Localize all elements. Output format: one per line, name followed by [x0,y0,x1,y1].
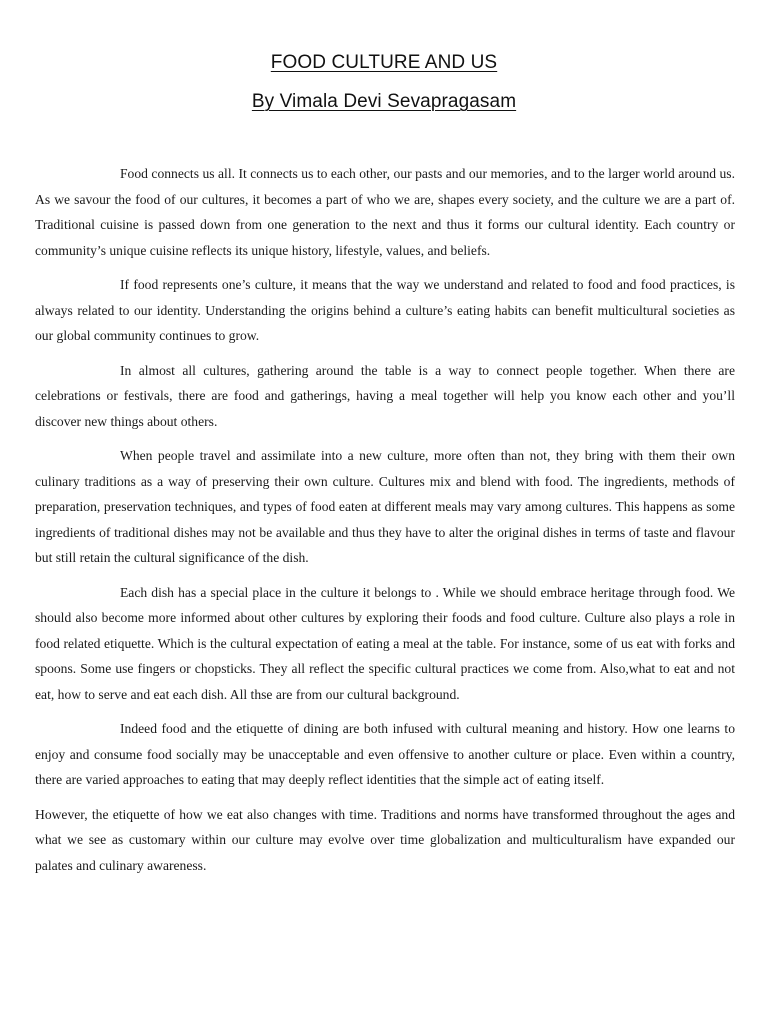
paragraph-6: Indeed food and the etiquette of dining are both infused with cultural meaning and history. How one learns to enjoy and consume food socially may be unacceptable and even offensive to another culture or place. Even within a country, there are varied approaches to eating that may deeply reflect identities that the simple act of eating itself. [35,721,735,787]
paragraph-5: Each dish has a special place in the culture it belongs to . While we should embrace heritage through food. We should also become more informed about other cultures by exploring their foods and food culture. Culture also plays a role in food related etiquette. Which is the cultural expectation of eating a meal at the table. For instance, some of us eat with forks and spoons. Some use fingers or chopsticks. They all reflect the specific cultural practices we come from. Also,what to eat and not eat, how to serve and eat each dish. All thse are from our cultural background. [35,584,735,702]
document-byline: By Vimala Devi Sevapragasam [251,91,517,112]
paragraph-3: In almost all cultures, gathering around the table is a way to connect people together. When there are celebrations or festivals, there are food and gatherings, having a meal together will help you know each other and you’ll discover new things about others. [35,362,735,429]
document-body [35,161,735,887]
paragraph-1: Food connects us all. It connects us to each other, our pasts and our memories, and to the larger world around us. As we savour the food of our cultures, it becomes a part of who we are, shapes every society, and the culture we are a part of. Traditional cuisine is passed down from one generation to the next and thus it forms our cultural identity. Each country or community’s unique cuisine reflects its unique history, lifestyle, values, and beliefs. [35,166,735,258]
paragraph-2: If food represents one’s culture, it means that the way we understand and related to food and food practices, is always related to our identity. Understanding the origins behind a culture’s eating habits can benefit multicultural societies as our global community continues to grow. [35,277,735,343]
paragraph-7: However, the etiquette of how we eat also changes with time. Traditions and norms have transformed throughout the ages and what we see as customary within our culture may evolve over time globalization and multiculturalism have expanded our palates and culinary awareness. [35,806,735,873]
paragraph-4: When people travel and assimilate into a new culture, more often than not, they bring with them their own culinary traditions as a way of preserving their own culture. Cultures mix and blend with food. The ingredients, methods of preparation, preservation techniques, and types of food eaten at different meals may vary among cultures. This happens as some ingredients of traditional dishes may not be available and thus they have to alter the original dishes in terms of taste and flavour but still retain the cultural significance of the dish. [35,448,735,565]
document-title: FOOD CULTURE AND US [270,52,498,73]
